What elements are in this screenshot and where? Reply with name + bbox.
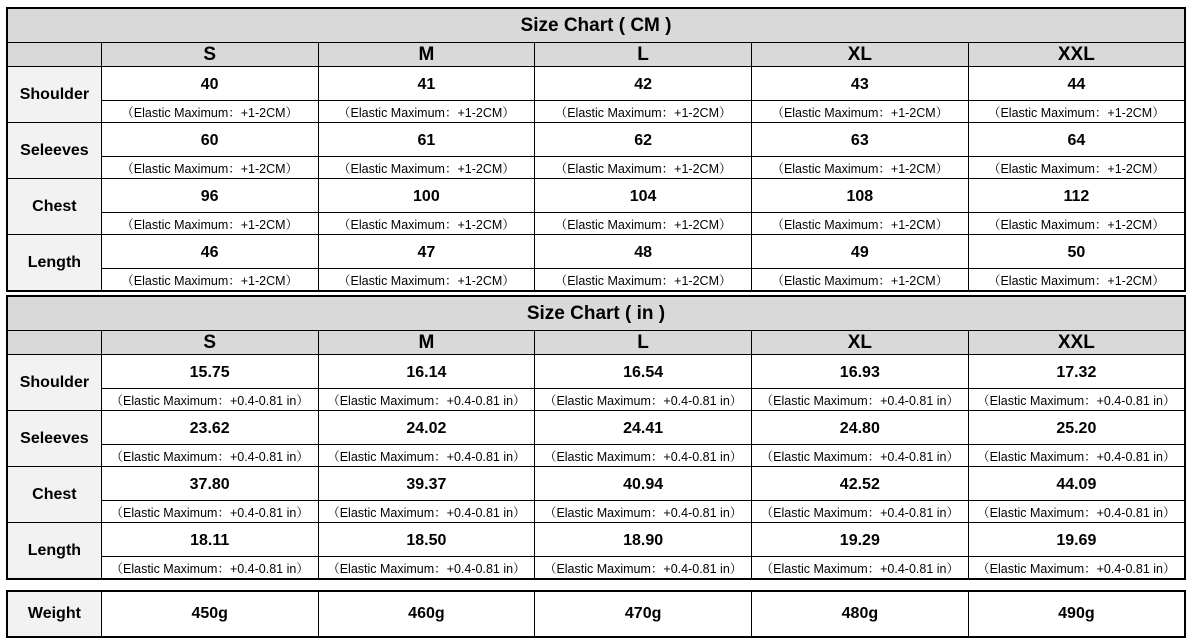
elastic-note: （Elastic Maximum：+0.4-0.81 in） [318, 501, 535, 523]
cell-value: 40 [101, 67, 318, 101]
cell-value: 41 [318, 67, 535, 101]
elastic-note: （Elastic Maximum：+0.4-0.81 in） [101, 557, 318, 580]
size-header-xxl: XXL [968, 43, 1185, 67]
elastic-note: （Elastic Maximum：+1-2CM） [318, 101, 535, 123]
cell-value: 16.14 [318, 355, 535, 389]
elastic-note: （Elastic Maximum：+0.4-0.81 in） [535, 557, 752, 580]
weight-value: 450g [101, 591, 318, 637]
cell-value: 100 [318, 179, 535, 213]
elastic-note: （Elastic Maximum：+0.4-0.81 in） [535, 389, 752, 411]
weight-value: 490g [968, 591, 1185, 637]
elastic-note: （Elastic Maximum：+1-2CM） [751, 269, 968, 292]
size-header-blank [7, 43, 101, 67]
table-row [7, 591, 1185, 637]
elastic-note: （Elastic Maximum：+0.4-0.81 in） [101, 501, 318, 523]
elastic-note: （Elastic Maximum：+0.4-0.81 in） [101, 389, 318, 411]
elastic-note: （Elastic Maximum：+0.4-0.81 in） [751, 389, 968, 411]
table-row [7, 235, 1185, 269]
row-label-length: Length [7, 523, 101, 580]
row-label-weight: Weight [7, 591, 101, 637]
size-chart-in-table [6, 295, 1186, 580]
row-label-seleeves: Seleeves [7, 123, 101, 179]
elastic-note: （Elastic Maximum：+1-2CM） [535, 213, 752, 235]
cell-value: 49 [751, 235, 968, 269]
table-row [7, 355, 1185, 389]
size-header-l: L [535, 331, 752, 355]
elastic-note: （Elastic Maximum：+0.4-0.81 in） [968, 557, 1185, 580]
cell-value: 18.90 [535, 523, 752, 557]
size-header-s: S [101, 43, 318, 67]
size-chart-in-title: Size Chart ( in ) [7, 296, 1185, 331]
cell-value: 62 [535, 123, 752, 157]
elastic-note: （Elastic Maximum：+0.4-0.81 in） [535, 445, 752, 467]
weight-value: 470g [535, 591, 752, 637]
weight-table [6, 590, 1186, 638]
cell-value: 24.02 [318, 411, 535, 445]
weight-value: 480g [752, 591, 969, 637]
table-row [7, 523, 1185, 557]
elastic-note: （Elastic Maximum：+1-2CM） [101, 213, 318, 235]
row-label-seleeves: Seleeves [7, 411, 101, 467]
size-header-xl: XL [751, 331, 968, 355]
elastic-note: （Elastic Maximum：+1-2CM） [751, 213, 968, 235]
cell-value: 60 [101, 123, 318, 157]
elastic-note: （Elastic Maximum：+1-2CM） [751, 101, 968, 123]
cell-value: 44.09 [968, 467, 1185, 501]
elastic-note: （Elastic Maximum：+1-2CM） [535, 101, 752, 123]
elastic-note: （Elastic Maximum：+1-2CM） [318, 269, 535, 292]
cell-value: 42.52 [751, 467, 968, 501]
elastic-note: （Elastic Maximum：+1-2CM） [101, 101, 318, 123]
cell-value: 40.94 [535, 467, 752, 501]
cell-value: 47 [318, 235, 535, 269]
cell-value: 50 [968, 235, 1185, 269]
cell-value: 42 [535, 67, 752, 101]
cell-value: 104 [535, 179, 752, 213]
elastic-note: （Elastic Maximum：+1-2CM） [101, 157, 318, 179]
cell-value: 108 [751, 179, 968, 213]
table-row [7, 67, 1185, 101]
row-label-chest: Chest [7, 467, 101, 523]
cell-value: 15.75 [101, 355, 318, 389]
table-row [7, 467, 1185, 501]
cell-value: 112 [968, 179, 1185, 213]
cell-value: 43 [751, 67, 968, 101]
size-header-s: S [101, 331, 318, 355]
size-header-m: M [318, 43, 535, 67]
size-header-xl: XL [751, 43, 968, 67]
row-label-shoulder: Shoulder [7, 355, 101, 411]
cell-value: 17.32 [968, 355, 1185, 389]
cell-value: 19.69 [968, 523, 1185, 557]
row-label-shoulder: Shoulder [7, 67, 101, 123]
elastic-note: （Elastic Maximum：+0.4-0.81 in） [318, 445, 535, 467]
table-row [7, 123, 1185, 157]
cell-value: 16.93 [751, 355, 968, 389]
elastic-note: （Elastic Maximum：+0.4-0.81 in） [318, 557, 535, 580]
elastic-note: （Elastic Maximum：+1-2CM） [968, 157, 1185, 179]
table-row [7, 411, 1185, 445]
weight-value: 460g [318, 591, 535, 637]
elastic-note: （Elastic Maximum：+0.4-0.81 in） [968, 445, 1185, 467]
cell-value: 48 [535, 235, 752, 269]
elastic-note: （Elastic Maximum：+1-2CM） [101, 269, 318, 292]
elastic-note: （Elastic Maximum：+1-2CM） [535, 157, 752, 179]
cell-value: 19.29 [751, 523, 968, 557]
cell-value: 44 [968, 67, 1185, 101]
elastic-note: （Elastic Maximum：+0.4-0.81 in） [751, 557, 968, 580]
cell-value: 61 [318, 123, 535, 157]
elastic-note: （Elastic Maximum：+1-2CM） [535, 269, 752, 292]
size-header-m: M [318, 331, 535, 355]
elastic-note: （Elastic Maximum：+0.4-0.81 in） [535, 501, 752, 523]
elastic-note: （Elastic Maximum：+1-2CM） [318, 213, 535, 235]
elastic-note: （Elastic Maximum：+0.4-0.81 in） [318, 389, 535, 411]
cell-value: 24.41 [535, 411, 752, 445]
size-header-xxl: XXL [968, 331, 1185, 355]
elastic-note: （Elastic Maximum：+0.4-0.81 in） [968, 389, 1185, 411]
elastic-note: （Elastic Maximum：+1-2CM） [751, 157, 968, 179]
cell-value: 63 [751, 123, 968, 157]
elastic-note: （Elastic Maximum：+0.4-0.81 in） [751, 445, 968, 467]
cell-value: 16.54 [535, 355, 752, 389]
elastic-note: （Elastic Maximum：+0.4-0.81 in） [101, 445, 318, 467]
row-label-chest: Chest [7, 179, 101, 235]
table-row [7, 179, 1185, 213]
elastic-note: （Elastic Maximum：+1-2CM） [968, 213, 1185, 235]
elastic-note: （Elastic Maximum：+1-2CM） [968, 101, 1185, 123]
elastic-note: （Elastic Maximum：+0.4-0.81 in） [751, 501, 968, 523]
cell-value: 39.37 [318, 467, 535, 501]
elastic-note: （Elastic Maximum：+1-2CM） [968, 269, 1185, 292]
cell-value: 18.11 [101, 523, 318, 557]
cell-value: 25.20 [968, 411, 1185, 445]
cell-value: 37.80 [101, 467, 318, 501]
size-chart-cm-title: Size Chart ( CM ) [7, 8, 1185, 43]
cell-value: 64 [968, 123, 1185, 157]
size-chart-cm-table [6, 7, 1186, 292]
cell-value: 24.80 [751, 411, 968, 445]
size-header-blank [7, 331, 101, 355]
cell-value: 18.50 [318, 523, 535, 557]
cell-value: 96 [101, 179, 318, 213]
elastic-note: （Elastic Maximum：+0.4-0.81 in） [968, 501, 1185, 523]
row-label-length: Length [7, 235, 101, 292]
elastic-note: （Elastic Maximum：+1-2CM） [318, 157, 535, 179]
size-header-l: L [535, 43, 752, 67]
cell-value: 23.62 [101, 411, 318, 445]
cell-value: 46 [101, 235, 318, 269]
